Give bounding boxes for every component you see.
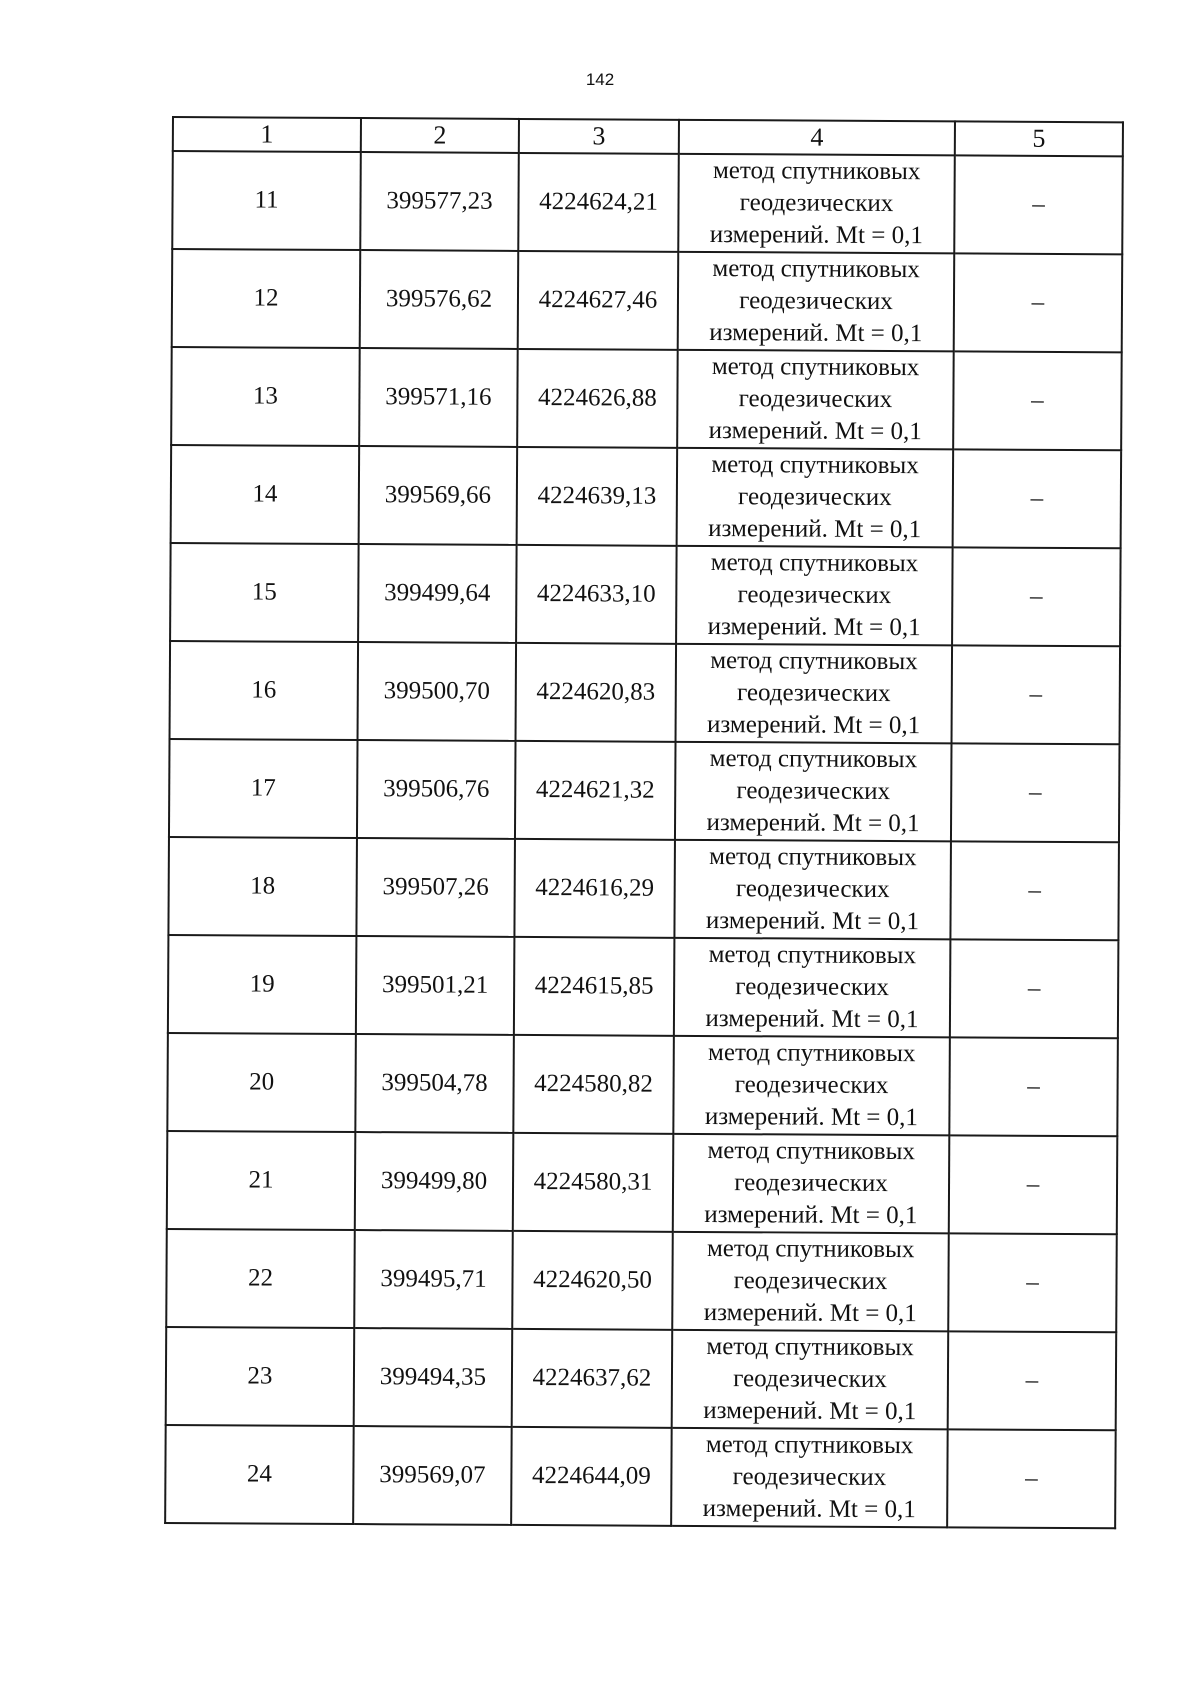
x-coordinate-cell: 399506,76 — [357, 740, 516, 839]
method-line: измерений. Mt = 0,1 — [702, 1494, 916, 1524]
method-line: измерений. Mt = 0,1 — [709, 221, 923, 250]
y-coordinate-cell: 4224621,32 — [515, 741, 676, 840]
method-line: геодезических — [733, 1267, 888, 1296]
header-row — [173, 117, 1123, 156]
method-line: метод спутниковых — [712, 255, 920, 284]
point-number-cell: 16 — [170, 641, 359, 740]
method-cell — [673, 1134, 950, 1234]
method-line: метод спутниковых — [710, 647, 918, 676]
column-5-cell: – — [950, 939, 1119, 1038]
y-coordinate-cell: 4224616,29 — [514, 839, 675, 938]
column-header-1: 1 — [173, 117, 361, 152]
point-number-cell: 24 — [165, 1425, 354, 1524]
x-coordinate-cell: 399499,80 — [355, 1132, 514, 1231]
table-row — [166, 1229, 1117, 1332]
table-row — [171, 445, 1122, 548]
method-cell — [672, 1232, 949, 1332]
method-line: геодезических — [732, 1463, 887, 1492]
x-coordinate-cell: 399569,66 — [359, 446, 518, 545]
method-line: метод спутниковых — [705, 1431, 914, 1460]
method-line: измерений. Mt = 0,1 — [703, 1396, 917, 1426]
method-line: геодезических — [738, 483, 892, 512]
y-coordinate-cell: 4224627,46 — [518, 251, 679, 350]
method-line: метод спутниковых — [711, 353, 920, 382]
column-header-3: 3 — [519, 119, 679, 154]
point-number-cell: 21 — [167, 1131, 356, 1230]
x-coordinate-cell: 399499,64 — [358, 544, 517, 643]
table-row — [170, 543, 1121, 646]
method-line: геодезических — [738, 385, 893, 414]
method-cell — [673, 1036, 950, 1136]
method-cell — [677, 448, 954, 548]
method-line: геодезических — [733, 1365, 887, 1394]
method-line: измерений. Mt = 0,1 — [704, 1200, 918, 1230]
x-coordinate-cell: 399507,26 — [356, 838, 515, 937]
column-5-cell: – — [951, 743, 1120, 842]
column-header-2: 2 — [361, 118, 519, 153]
column-5-cell: – — [948, 1331, 1117, 1430]
y-coordinate-cell: 4224637,62 — [512, 1329, 673, 1428]
method-line: метод спутниковых — [709, 843, 917, 872]
column-5-cell: – — [950, 841, 1119, 940]
column-5-cell: – — [947, 1429, 1116, 1528]
y-coordinate-cell: 4224620,83 — [516, 643, 677, 742]
method-line: метод спутниковых — [707, 1039, 916, 1068]
method-line: измерений. Mt = 0,1 — [704, 1102, 919, 1132]
table-row — [165, 1425, 1116, 1528]
table-row — [170, 641, 1121, 744]
method-line: измерений. Mt = 0,1 — [703, 1298, 917, 1328]
method-line: метод спутниковых — [711, 451, 919, 480]
column-5-cell: – — [953, 351, 1122, 450]
x-coordinate-cell: 399504,78 — [355, 1034, 514, 1133]
x-coordinate-cell: 399495,71 — [354, 1230, 513, 1329]
table-body — [165, 151, 1123, 1528]
method-cell — [674, 938, 951, 1038]
y-coordinate-cell: 4224615,85 — [514, 937, 675, 1036]
method-cell — [676, 644, 953, 744]
point-number-cell: 19 — [168, 935, 357, 1034]
column-5-cell: – — [953, 449, 1122, 548]
column-5-cell: – — [952, 547, 1121, 646]
method-line: метод спутниковых — [707, 1137, 916, 1166]
x-coordinate-cell: 399569,07 — [353, 1426, 512, 1525]
method-cell — [672, 1330, 949, 1430]
x-coordinate-cell: 399576,62 — [360, 250, 519, 349]
table-row — [166, 1327, 1117, 1430]
method-line: геодезических — [737, 581, 892, 610]
coordinates-table — [164, 116, 1124, 1529]
method-line: измерений. Mt = 0,1 — [706, 710, 921, 740]
y-coordinate-cell: 4224644,09 — [511, 1427, 672, 1526]
table-row — [171, 347, 1122, 450]
method-line: геодезических — [739, 189, 894, 218]
table-row — [167, 1033, 1118, 1136]
method-line: геодезических — [735, 973, 890, 1002]
method-line: метод спутниковых — [706, 1333, 914, 1362]
column-5-cell: – — [954, 155, 1123, 254]
table-row — [172, 249, 1123, 352]
x-coordinate-cell: 399577,23 — [360, 152, 519, 251]
column-5-cell: – — [952, 645, 1121, 744]
point-number-cell: 14 — [171, 445, 360, 544]
point-number-cell: 18 — [168, 837, 357, 936]
point-number-cell: 17 — [169, 739, 358, 838]
point-number-cell: 23 — [166, 1327, 355, 1426]
y-coordinate-cell: 4224580,31 — [513, 1133, 674, 1232]
column-header-5: 5 — [955, 121, 1123, 156]
method-cell — [677, 350, 954, 450]
column-header-4: 4 — [679, 120, 955, 156]
method-cell — [678, 154, 955, 254]
column-5-cell: – — [949, 1037, 1118, 1136]
method-line: измерений. Mt = 0,1 — [708, 417, 922, 446]
table-row — [172, 151, 1123, 254]
method-line: метод спутниковых — [710, 549, 919, 578]
method-line: метод спутниковых — [709, 745, 918, 774]
method-line: измерений. Mt = 0,1 — [708, 515, 922, 544]
method-line: метод спутниковых — [708, 941, 917, 970]
y-coordinate-cell: 4224580,82 — [513, 1035, 674, 1134]
x-coordinate-cell: 399571,16 — [359, 348, 518, 447]
x-coordinate-cell: 399500,70 — [358, 642, 517, 741]
method-line: геодезических — [736, 679, 891, 708]
method-line: метод спутниковых — [712, 157, 921, 186]
table-row — [168, 935, 1119, 1038]
y-coordinate-cell: 4224626,88 — [517, 349, 678, 448]
method-cell — [671, 1428, 948, 1528]
y-coordinate-cell: 4224639,13 — [517, 447, 678, 546]
method-line: измерений. Mt = 0,1 — [705, 906, 920, 936]
point-number-cell: 12 — [172, 249, 361, 348]
method-line: геодезических — [739, 287, 893, 316]
method-cell — [674, 840, 951, 940]
column-5-cell: – — [954, 253, 1123, 352]
point-number-cell: 15 — [170, 543, 359, 642]
point-number-cell: 22 — [166, 1229, 355, 1328]
point-number-cell: 20 — [167, 1033, 356, 1132]
method-line: измерений. Mt = 0,1 — [705, 1004, 919, 1034]
method-cell — [678, 252, 955, 352]
method-line: измерений. Mt = 0,1 — [709, 319, 923, 348]
table-row — [169, 739, 1120, 842]
y-coordinate-cell: 4224624,21 — [518, 153, 679, 252]
point-number-cell: 13 — [171, 347, 360, 446]
y-coordinate-cell: 4224620,50 — [512, 1231, 673, 1330]
x-coordinate-cell: 399494,35 — [354, 1328, 513, 1427]
method-cell — [675, 742, 952, 842]
method-cell — [676, 546, 953, 646]
method-line: геодезических — [735, 875, 890, 904]
method-line: геодезических — [736, 777, 891, 806]
method-line: метод спутниковых — [706, 1235, 915, 1264]
table-row — [168, 837, 1119, 940]
coordinates-table-container — [164, 116, 1124, 1529]
method-line: измерений. Mt = 0,1 — [706, 808, 920, 838]
point-number-cell: 11 — [172, 151, 361, 250]
column-5-cell: – — [948, 1233, 1117, 1332]
y-coordinate-cell: 4224633,10 — [516, 545, 677, 644]
method-line: геодезических — [734, 1071, 889, 1100]
method-line: геодезических — [734, 1169, 888, 1198]
table-header — [173, 117, 1123, 156]
method-line: измерений. Mt = 0,1 — [707, 612, 921, 642]
x-coordinate-cell: 399501,21 — [356, 936, 515, 1035]
column-5-cell: – — [949, 1135, 1118, 1234]
page-number: 142 — [585, 70, 615, 89]
table-row — [167, 1131, 1118, 1234]
